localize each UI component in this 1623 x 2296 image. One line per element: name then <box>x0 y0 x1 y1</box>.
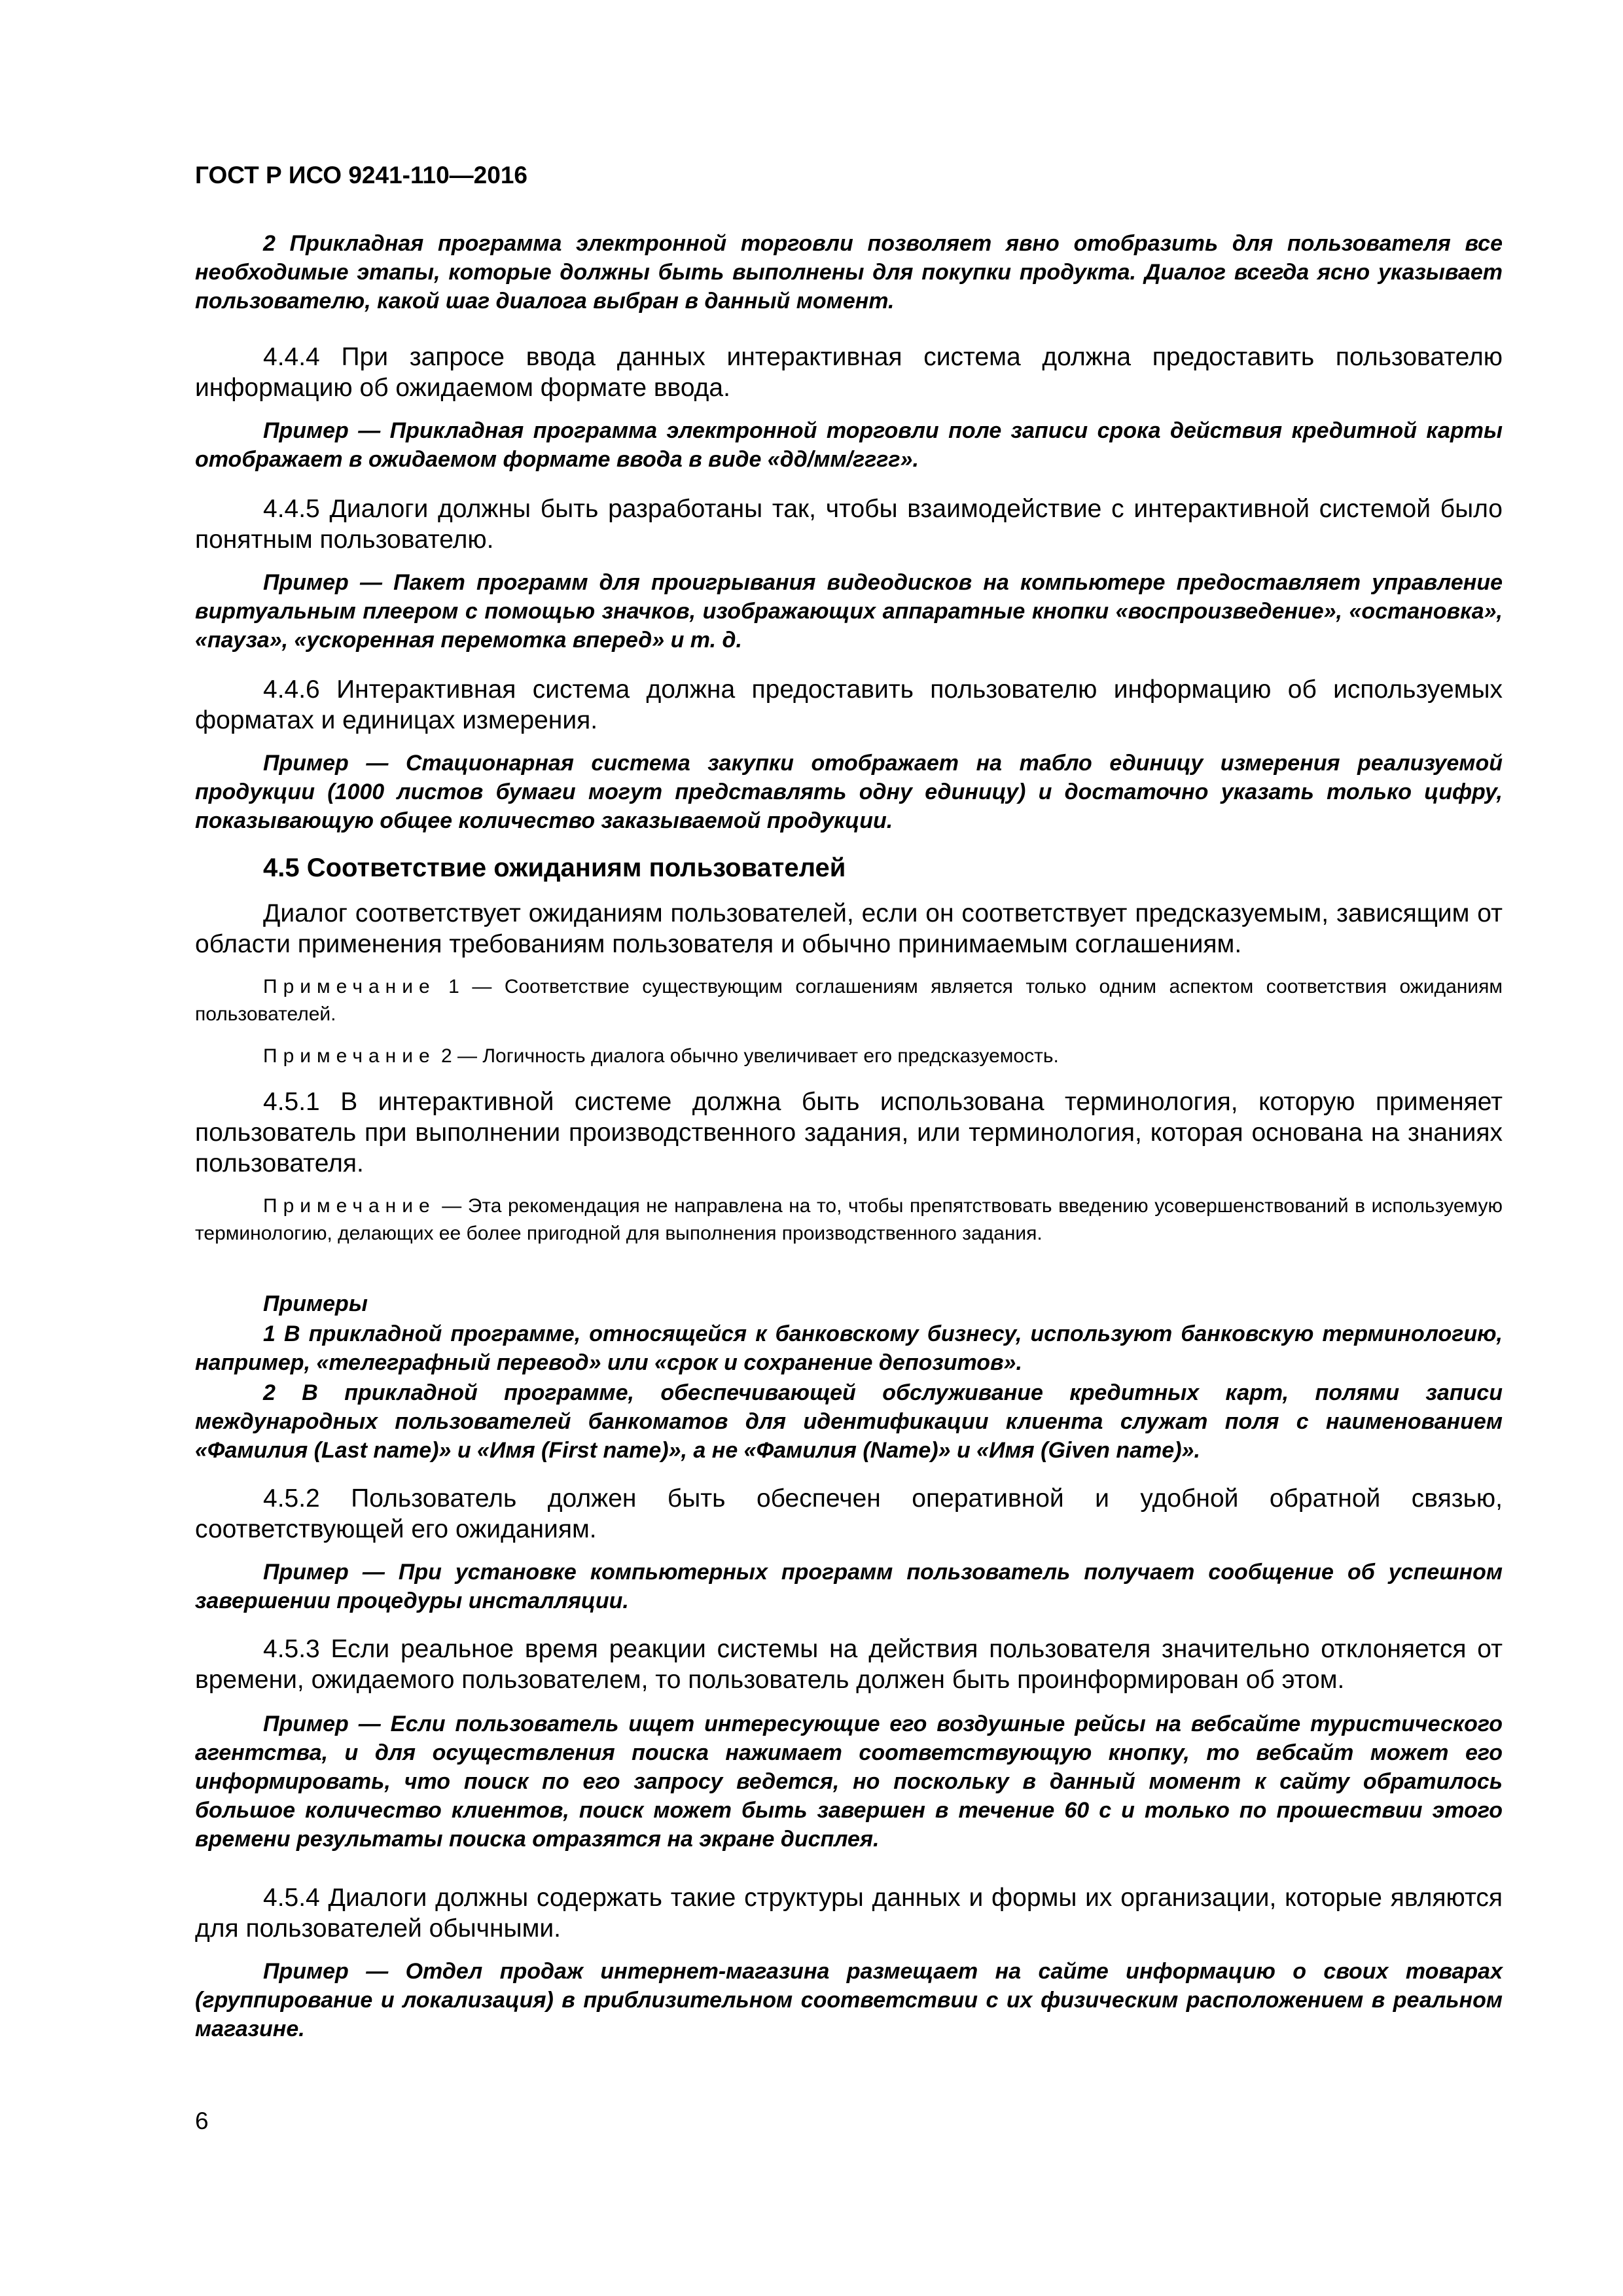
clause-4-5-3: 4.5.3 Если реальное время реакции системы на действия пользователя значительно отклоняется от времени, ожидаемого пользователем, то пользователь должен быть проинформирован об этом. <box>195 1635 1503 1694</box>
standard-header: ГОСТ Р ИСО 9241-110—2016 <box>195 162 527 188</box>
examples-heading: Примеры <box>263 1291 368 1316</box>
example-paragraph: Пример — Стационарная система закупки отображает на табло единицу измерения реализуемой продукции (1000 листов бумаги могут представлять одну единицу) и достаточно указать только цифру, показывающую общее количество заказываемой продукции. <box>195 751 1503 833</box>
example-paragraph: Пример — Отдел продаж интернет-магазина размещает на сайте информацию о своих товарах (группирование и локализация) в приблизительном соответствии с их физическим расположением в реальном магазине. <box>195 1959 1503 2041</box>
note-label: Примечание <box>263 1195 436 1217</box>
example-paragraph: Пример — При установке компьютерных программ пользователь получает сообщение об успешном завершении процедуры инсталляции. <box>195 1560 1503 1613</box>
note-label: Примечание <box>263 976 436 997</box>
section-intro: Диалог соответствует ожиданиям пользователей, если он соответствует предсказуемым, зависящим от области применения требованиям пользователя и обычно принимаемым соглашениям. <box>195 899 1503 958</box>
page-number: 6 <box>195 2108 209 2134</box>
note-number: 1 <box>448 976 459 997</box>
example-paragraph: Пример — Прикладная программа электронной торговли поле записи срока действия кредитной карты отображает в ожидаемом формате ввода в виде «дд/мм/гггг». <box>195 418 1503 472</box>
note-terminology <box>195 1193 1503 1247</box>
note-text: — Эта рекомендация не направлена на то, чтобы препятствовать введению усовершенствований в используемую терминологию, делающих ее более пригодной для выполнения производственного задания. <box>195 1195 1503 1244</box>
clause-4-4-4: 4.4.4 При запросе ввода данных интерактивная система должна предоставить пользователю информацию об ожидаемом формате ввода. <box>195 343 1503 402</box>
example-paragraph: Пример — Если пользователь ищет интересующие его воздушные рейсы на вебсайте туристического агентства, и для осуществления поиска нажимает соответствующую кнопку, то вебсайт может его информировать, что поиск по его запросу ведется, но поскольку в данный момент к сайту обратилось большое количество клиентов, поиск может быть завершен в течение 60 с и только по прошествии этого времени результаты поиска отразятся на экране дисплея. <box>195 1712 1503 1852</box>
clause-4-5-1: 4.5.1 В интерактивной системе должна быть использована терминология, которую применяет пользователь при выполнении производственного задания, или терминология, которая основана на знаниях пользователя. <box>195 1088 1503 1177</box>
clause-4-5-2: 4.5.2 Пользователь должен быть обеспечен оперативной и удобной обратной связью, соответствующей его ожиданиям. <box>195 1484 1503 1543</box>
example-item-2: 2 В прикладной программе, обеспечивающей обслуживание кредитных карт, полями записи международных пользователей банкоматов для идентификации клиента служат поля с наименованием «Фамилия (Last name)» и «Имя (First name)», а не «Фамилия (Name)» и «Имя (Given name)». <box>195 1380 1503 1463</box>
note-1 <box>195 973 1503 1028</box>
example-paragraph: Пример — Пакет программ для проигрывания видеодисков на компьютере предоставляет управление виртуальным плеером с помощью значков, изображающих аппаратные кнопки «воспроизведение», «остановка», «пауза», «ускоренная перемотка вперед» и т. д. <box>195 570 1503 653</box>
example-paragraph: 2 Прикладная программа электронной торговли позволяет явно отобразить для пользователя все необходимые этапы, которые должны быть выполнены для покупки продукта. Диалог всегда ясно указывает пользователю, какой шаг диалога выбран в данный момент. <box>195 231 1503 314</box>
clause-4-5-4: 4.5.4 Диалоги должны содержать такие структуры данных и формы их организации, которые являются для пользователей обычными. <box>195 1884 1503 1943</box>
section-heading-4-5: 4.5 Соответствие ожиданиям пользователей <box>263 853 846 882</box>
note-text: — Соответствие существующим соглашениям является только одним аспектом соответствия ожиданиям пользователей. <box>195 976 1503 1025</box>
clause-4-4-5: 4.4.5 Диалоги должны быть разработаны так, чтобы взаимодействие с интерактивной системой было понятным пользователю. <box>195 495 1503 554</box>
note-text: — Логичность диалога обычно увеличивает его предсказуемость. <box>457 1045 1059 1067</box>
clause-4-4-6: 4.4.6 Интерактивная система должна предоставить пользователю информацию об используемых форматах и единицах измерения. <box>195 675 1503 734</box>
note-2 <box>195 1043 1503 1070</box>
note-number: 2 <box>441 1045 452 1067</box>
note-label: Примечание <box>263 1045 436 1067</box>
example-item-1: 1 В прикладной программе, относящейся к банковскому бизнесу, используют банковскую терминологию, например, «телеграфный перевод» или «срок и сохранение депозитов». <box>195 1321 1503 1375</box>
